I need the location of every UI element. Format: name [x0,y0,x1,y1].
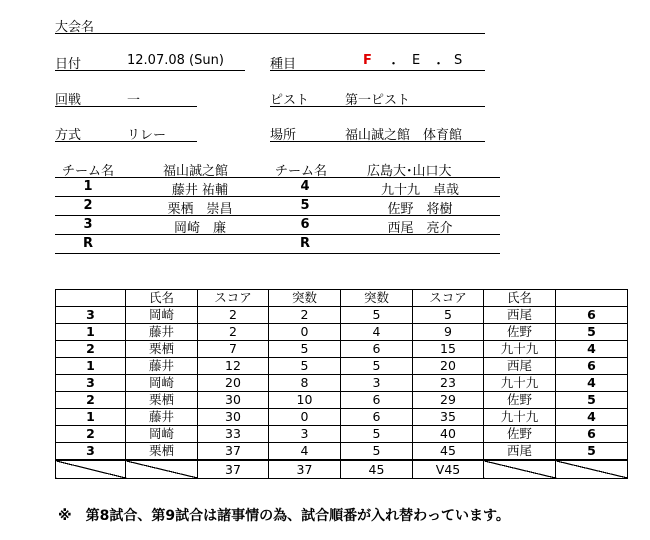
lineup-name-right: 西尾 亮介 [387,221,453,236]
table-row [56,409,628,426]
bout-number-left: 2 [56,392,126,409]
score-left: 33 [198,426,269,443]
bout-number-right: 5 [556,443,628,461]
round-underline [55,106,197,107]
event-sep-1: ・ [387,57,401,72]
fencer-right: 九十九 [484,409,556,426]
fencer-right: 佐野 [484,324,556,341]
touches-left: 4 [269,443,341,461]
bout-number-left: 3 [56,443,126,461]
score-right: 45 [413,443,484,461]
totals-row [56,460,628,479]
lineup-name-left: 栗栖 崇昌 [167,202,233,217]
piste-label: ピスト [270,93,310,108]
bout-number-right: 5 [556,324,628,341]
touches-right: 5 [341,307,413,324]
touches-right: 5 [341,358,413,375]
lineup-num-right: 6 [300,217,310,232]
lineup-num-left: 1 [83,179,93,194]
touches-left: 3 [269,426,341,443]
event-underline [270,70,485,71]
fencer-left: 岡崎 [126,375,198,392]
bout-number-right: 5 [556,392,628,409]
bout-number-right: 4 [556,375,628,392]
fencer-right: 佐野 [484,392,556,409]
score-right: 40 [413,426,484,443]
team-right-name: 広島大･山口大 [367,164,452,179]
table-row [56,341,628,358]
lineup-name-right: 佐野 将樹 [387,202,453,217]
score-left: 7 [198,341,269,358]
lineup-num-left: R [82,236,93,251]
lineup-underline-4 [55,253,500,254]
score-right: 20 [413,358,484,375]
fencer-right: 西尾 [484,307,556,324]
score-left: 12 [198,358,269,375]
lineup-name-left: 岡崎 廉 [173,221,226,236]
fencer-right: 西尾 [484,443,556,461]
table-row [56,307,628,324]
fencer-right: 九十九 [484,341,556,358]
fencer-left: 栗栖 [126,341,198,358]
date-label: 日付 [55,57,82,72]
lineup-name-right: 九十九 卓哉 [380,183,459,198]
date-value: 12.07.08 (Sun) [127,53,224,68]
fencer-left: 藤井 [126,409,198,426]
bout-number-left: 3 [56,375,126,392]
bout-number-right: 4 [556,341,628,358]
table-row [56,426,628,443]
lineup-underline-3 [55,234,500,235]
total-touches-left: 37 [269,460,341,479]
header-cell: 氏名 [126,290,198,307]
fencer-right: 西尾 [484,358,556,375]
table-row [56,358,628,375]
bout-number-left: 1 [56,409,126,426]
totals-cell-empty [126,460,198,479]
team-name-label-right: チーム名 [275,164,328,179]
results-table [55,289,628,479]
lineup-underline-1 [55,196,500,197]
fencer-right: 九十九 [484,375,556,392]
touches-right: 5 [341,426,413,443]
lineup-underline-2 [55,215,500,216]
fencer-left: 栗栖 [126,443,198,461]
bout-number-right: 4 [556,409,628,426]
touches-right: 6 [341,409,413,426]
score-right: 35 [413,409,484,426]
table-row [56,443,628,461]
score-left: 30 [198,392,269,409]
lineup-num-right: 5 [300,198,310,213]
touches-right: 5 [341,443,413,461]
piste-underline [270,106,485,107]
team-name-label-left: チーム名 [62,164,115,179]
bout-number-left: 1 [56,324,126,341]
fencer-left: 岡崎 [126,426,198,443]
score-right: 5 [413,307,484,324]
total-touches-right: 45 [341,460,413,479]
format-value: リレー [127,128,167,143]
touches-right: 6 [341,392,413,409]
bout-number-left: 2 [56,426,126,443]
lineup-num-right: 4 [300,179,310,194]
bout-number-right: 6 [556,307,628,324]
lineup-underline-header [55,177,500,178]
touches-right: 4 [341,324,413,341]
bout-number-right: 6 [556,426,628,443]
header-cell: 突数 [341,290,413,307]
score-right: 29 [413,392,484,409]
round-label: 回戦 [55,93,82,108]
score-left: 37 [198,443,269,461]
header-cell [556,290,628,307]
bout-number-left: 1 [56,358,126,375]
header-cell: スコア [413,290,484,307]
event-e: E [412,53,421,68]
score-left: 30 [198,409,269,426]
format-underline [55,141,197,142]
tournament-underline [55,33,485,34]
lineup-num-left: 3 [83,217,93,232]
score-right: 23 [413,375,484,392]
score-left: 20 [198,375,269,392]
lineup-num-left: 2 [83,198,93,213]
touches-left: 0 [269,324,341,341]
header-cell [56,290,126,307]
fencer-left: 栗栖 [126,392,198,409]
lineup-num-right: R [299,236,310,251]
fencer-left: 岡崎 [126,307,198,324]
table-row [56,375,628,392]
bout-number-right: 6 [556,358,628,375]
round-value: 一 [127,93,141,108]
table-row [56,324,628,341]
event-s: S [454,53,463,68]
score-right: 15 [413,341,484,358]
totals-cell-empty [556,460,628,479]
format-label: 方式 [55,128,82,143]
touches-left: 10 [269,392,341,409]
event-f: F [363,53,372,68]
total-score-left: 37 [198,460,269,479]
venue-underline [270,141,485,142]
touches-left: 2 [269,307,341,324]
venue-label: 場所 [270,128,297,143]
touches-left: 0 [269,409,341,426]
date-underline [55,70,245,71]
score-right: 9 [413,324,484,341]
event-label: 種目 [270,57,297,72]
score-left: 2 [198,307,269,324]
fencer-left: 藤井 [126,324,198,341]
touches-left: 8 [269,375,341,392]
header-cell: 氏名 [484,290,556,307]
tournament-label: 大会名 [55,20,95,35]
total-score-right: V45 [413,460,484,479]
results-header-row [56,290,628,307]
piste-value: 第一ピスト [345,93,411,108]
touches-left: 5 [269,341,341,358]
footnote: ※ 第8試合、第9試合は諸事情の為、試合順番が入れ替わっています。 [58,508,510,524]
totals-cell-empty [484,460,556,479]
touches-right: 3 [341,375,413,392]
totals-cell-empty [56,460,126,479]
fencer-left: 藤井 [126,358,198,375]
header-cell: スコア [198,290,269,307]
touches-right: 6 [341,341,413,358]
bout-number-left: 3 [56,307,126,324]
venue-value: 福山誠之館 体育館 [345,128,463,143]
team-left-name: 福山誠之館 [163,164,229,179]
header-cell: 突数 [269,290,341,307]
event-sep-2: ・ [432,57,446,72]
fencer-right: 佐野 [484,426,556,443]
lineup-name-left: 藤井 祐輔 [171,183,229,198]
touches-left: 5 [269,358,341,375]
score-left: 2 [198,324,269,341]
table-row [56,392,628,409]
bout-number-left: 2 [56,341,126,358]
